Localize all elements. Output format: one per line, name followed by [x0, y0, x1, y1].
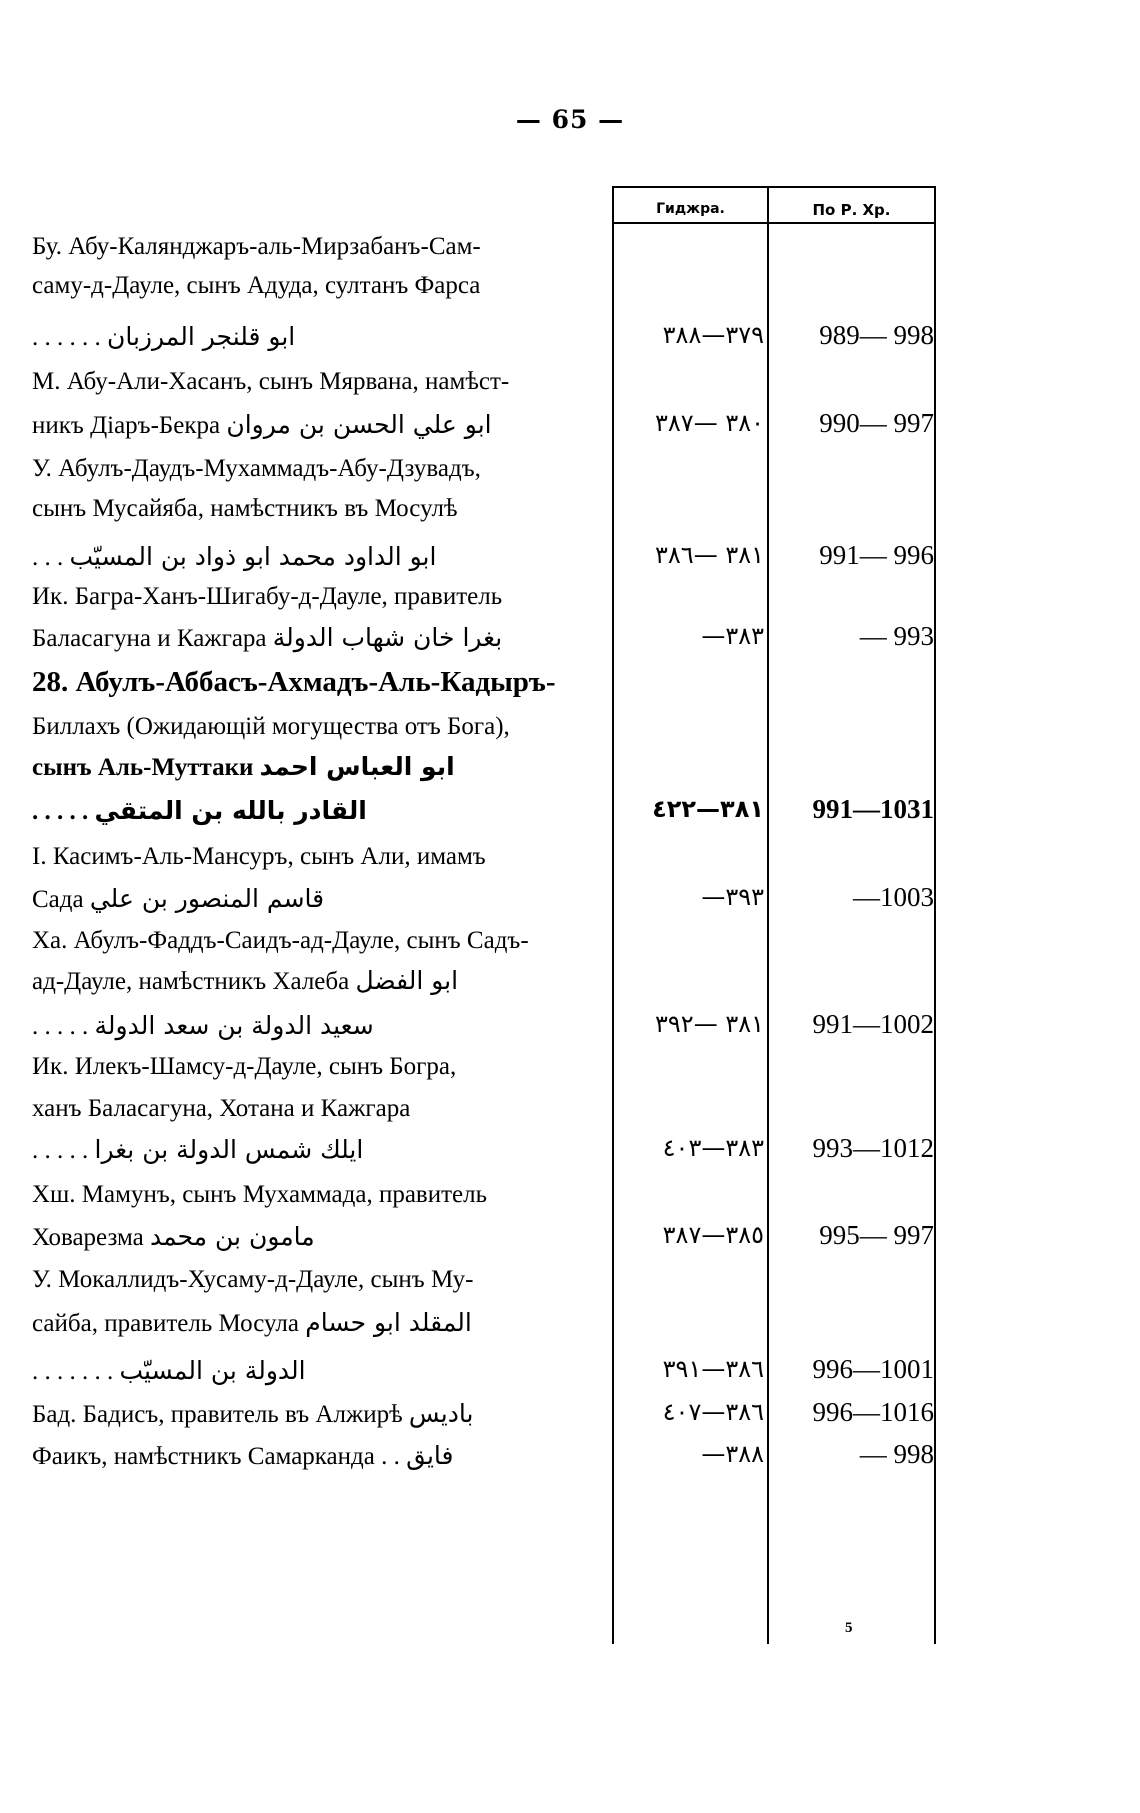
entry-text: У. Мокаллидъ-Хусаму-д-Дауле, сынъ Му-: [32, 1266, 474, 1293]
entry-line: [32, 880, 610, 919]
entry-text: ад-Дауле, намѣстникъ Халеба: [32, 968, 350, 995]
entry-line: [32, 1090, 610, 1128]
hijra-years: ٣٨٦—٤٠٧: [662, 1398, 764, 1426]
christian-years: 995— 997: [819, 1220, 934, 1250]
hijra-years: —٣٩٣: [701, 883, 764, 911]
column-rule-right: [934, 186, 936, 1644]
christian-years: 993—1012: [812, 1133, 934, 1163]
hijra-years: ٣٨٦—٣٩١: [662, 1355, 764, 1383]
arabic-name: بغرا خان شهاب الدولة: [272, 623, 503, 652]
entry-text: 28. Абулъ-Аббасъ-Ахмадъ-Аль-Кадыръ-: [32, 666, 556, 698]
arabic-name: سعيد الدولة بن سعد الدولة: [94, 1011, 374, 1040]
column-header-christ: По Р. Хр.: [812, 201, 891, 219]
entry-line: [32, 792, 610, 831]
signature-mark: 5: [845, 1620, 853, 1636]
arabic-name: فايق: [406, 1441, 454, 1470]
entry-text: Бад. Бадисъ, правитель въ Алжирѣ: [32, 1401, 403, 1428]
entry-text: Ик. Илекъ-Шамсу-д-Дауле, сынъ Богра,: [32, 1053, 457, 1080]
hijra-years: ٣٨١ —٣٨٦: [655, 541, 764, 569]
entry-text: Фаикъ, намѣстникъ Самарканда . .: [32, 1443, 400, 1470]
hijra-years: ٣٨١—٤٢٢: [652, 795, 764, 823]
entry-text: сынъ Мусайяба, намѣстникъ въ Мосулѣ: [32, 495, 458, 522]
hijra-years: ٣٨١ —٣٩٢: [655, 1010, 764, 1038]
entry-line: [32, 1395, 610, 1434]
entry-line: [32, 663, 610, 701]
entry-line: [32, 578, 610, 616]
entry-line: [32, 450, 610, 488]
entry-line: [32, 318, 610, 357]
entry-text: ханъ Баласагуна, Хотана и Кажгара: [32, 1095, 411, 1122]
entry-text: сайба, правитель Мосула: [32, 1310, 299, 1337]
entry-text: М. Абу-Али-Хасанъ, сынъ Мярвана, намѣст-: [32, 368, 510, 395]
christian-years: 991—1031: [812, 794, 934, 824]
entry-line: [32, 1304, 610, 1343]
entry-text: сынъ Аль-Муттаки: [32, 754, 254, 781]
hijra-years: —٣٨٣: [701, 622, 764, 650]
entry-text: Бу. Абу-Калянджаръ-аль-Мирзабанъ-Сам-: [32, 233, 481, 260]
header-rule-bottom: [612, 222, 936, 224]
christian-years: 989— 998: [819, 320, 934, 350]
christian-years: — 993: [859, 621, 934, 651]
entry-line: [32, 1176, 610, 1214]
entry-line: [32, 1131, 610, 1170]
entry-line: [32, 962, 610, 1001]
entry-line: [32, 406, 610, 445]
christian-years: 991— 996: [819, 540, 934, 570]
entry-text: . . . . . .: [32, 324, 101, 351]
arabic-name: ايلك شمس الدولة بن بغرا: [94, 1135, 364, 1164]
arabic-name: باديس: [408, 1399, 474, 1428]
hijra-years: ٣٨٠ —٣٨٧: [655, 409, 764, 437]
entry-line: [32, 838, 610, 876]
entry-text: Ховарезма: [32, 1224, 144, 1251]
page-number: — 65 —: [515, 105, 625, 134]
hijra-years: ٣٧٩—٣٨٨: [662, 321, 764, 349]
entry-text: Баласагуна и Кажгара: [32, 625, 267, 652]
entry-line: [32, 1048, 610, 1086]
christian-years: —1003: [853, 882, 934, 912]
hijra-years: —٣٨٨: [701, 1440, 764, 1468]
entry-text: Ик. Багра-Ханъ-Шигабу-д-Дауле, правитель: [32, 583, 503, 610]
entry-line: [32, 1352, 610, 1391]
entry-line: [32, 267, 610, 305]
entry-text: саму-д-Дауле, сынъ Адуда, султанъ Фарса: [32, 272, 481, 299]
christian-years: 996—1001: [812, 1354, 934, 1384]
entry-line: [32, 363, 610, 401]
column-rule-middle: [767, 186, 769, 1644]
hijra-years: ٣٨٥—٣٨٧: [662, 1221, 764, 1249]
arabic-name: ابو قلنجر المرزبان: [107, 322, 296, 351]
entry-line: [32, 922, 610, 960]
arabic-name: ابو علي الحسن بن مروان: [226, 410, 492, 439]
entry-text: . . .: [32, 544, 64, 571]
arabic-name: المقلد ابو حسام: [305, 1308, 472, 1337]
entry-line: [32, 1437, 610, 1476]
entry-text: . . . . .: [32, 1013, 89, 1040]
arabic-name: ابو الداود محمد ابو ذواد بن المسيّب: [69, 542, 437, 571]
entry-line: [32, 1007, 610, 1046]
entry-text: . . . . . . .: [32, 1358, 114, 1385]
entry-line: [32, 1261, 610, 1299]
entry-text: Биллахъ (Ожидающій могущества отъ Бога),: [32, 713, 510, 740]
entry-text: никъ Діаръ-Бекра: [32, 412, 221, 439]
arabic-name: مامون بن محمد: [149, 1222, 315, 1251]
arabic-name: القادر بالله بن المتقي: [94, 796, 367, 825]
entry-text: У. Абулъ-Даудъ-Мухаммадъ-Абу-Дзувадъ,: [32, 455, 481, 482]
column-header-hijra: Гиджра.: [656, 201, 725, 217]
entry-line: [32, 538, 610, 577]
entry-line: [32, 619, 610, 658]
hijra-years: ٣٨٣—٤٠٣: [662, 1134, 764, 1162]
entry-line: [32, 1218, 610, 1257]
entry-text: . . . . .: [32, 798, 89, 825]
entry-line: [32, 490, 610, 528]
entry-text: Ха. Абулъ-Фаддъ-Саидъ-ад-Дауле, сынъ Садъ-: [32, 927, 529, 954]
christian-years: 991—1002: [812, 1009, 934, 1039]
christian-years: 996—1016: [812, 1397, 934, 1427]
arabic-name: قاسم المنصور بن علي: [89, 884, 325, 913]
entry-line: [32, 748, 610, 787]
entry-text: Сада: [32, 886, 84, 913]
entry-text: Хш. Мамунъ, сынъ Мухаммада, правитель: [32, 1181, 488, 1208]
arabic-name: ابو الفضل: [355, 966, 459, 995]
entry-text: . . . . .: [32, 1137, 89, 1164]
arabic-name: ابو العباس احمد: [259, 752, 455, 781]
entry-line: [32, 708, 610, 746]
entry-text: I. Касимъ-Аль-Мансуръ, сынъ Али, имамъ: [32, 843, 486, 870]
christian-years: — 998: [859, 1439, 934, 1469]
header-rule-top: [612, 186, 936, 188]
entry-line: [32, 228, 610, 266]
christian-years: 990— 997: [819, 408, 934, 438]
arabic-name: الدولة بن المسيّب: [119, 1356, 306, 1385]
